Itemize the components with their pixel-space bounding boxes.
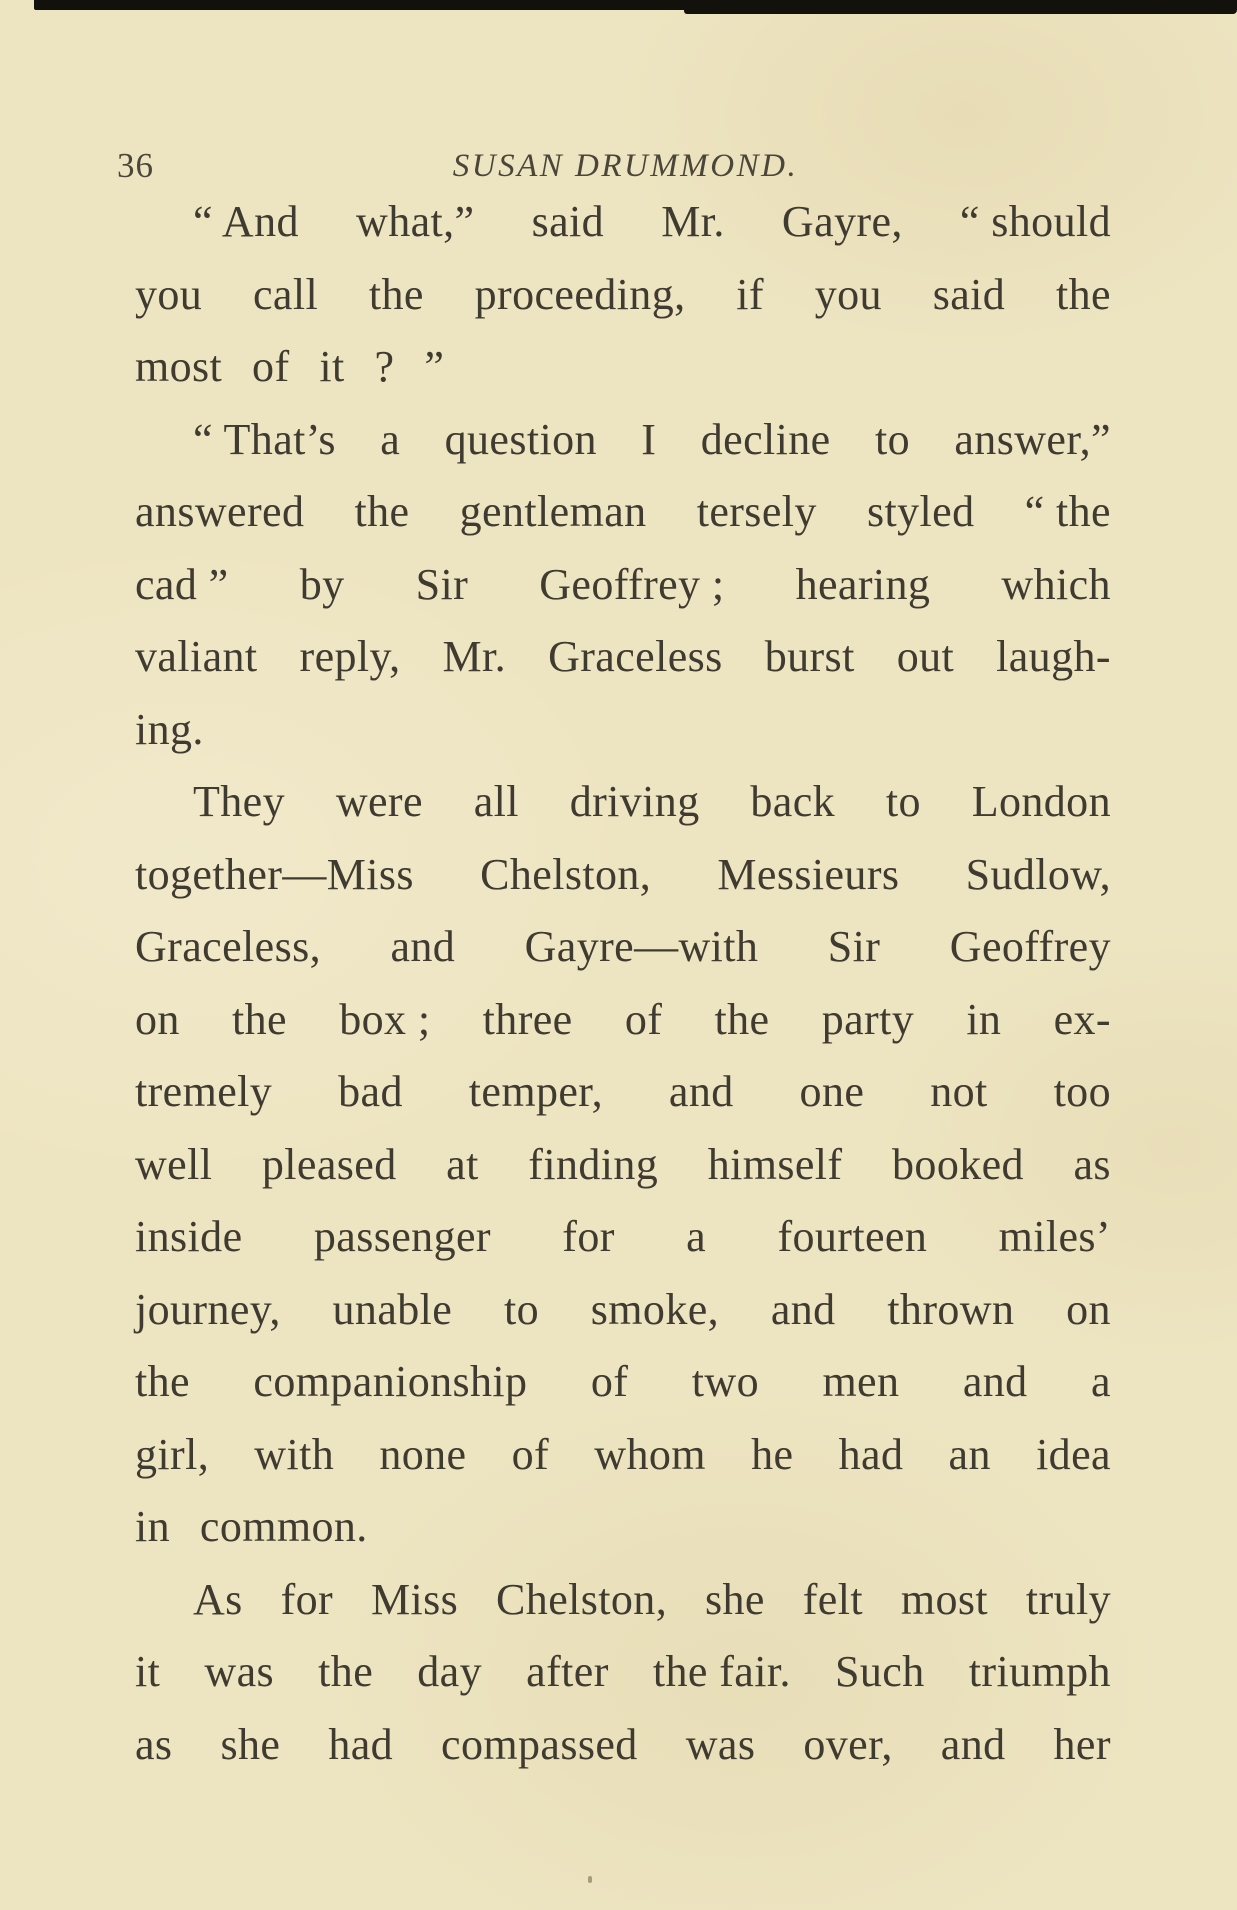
- word: answer,”: [954, 414, 1111, 464]
- word: proceeding,: [474, 269, 686, 319]
- word: of: [590, 1357, 629, 1406]
- word: cad ”: [135, 559, 229, 609]
- text-line: [135, 1201, 1111, 1274]
- word: felt: [802, 1574, 863, 1624]
- word: he: [751, 1429, 794, 1479]
- word: she: [704, 1574, 765, 1624]
- word: two: [691, 1357, 759, 1406]
- word: of: [511, 1429, 550, 1479]
- word: reply,: [299, 632, 401, 681]
- text-line: [135, 1274, 1111, 1347]
- word: well: [135, 1139, 213, 1189]
- word: They: [193, 777, 286, 826]
- word: the: [368, 269, 424, 319]
- word: as: [135, 1719, 173, 1769]
- word: box ;: [339, 994, 431, 1044]
- word: had: [328, 1719, 394, 1769]
- word: burst: [764, 632, 855, 681]
- word: together—Miss: [135, 849, 414, 899]
- word: were: [335, 777, 423, 826]
- word: truly: [1025, 1574, 1111, 1624]
- word: Miss: [370, 1574, 459, 1624]
- page-number: 36: [117, 146, 154, 185]
- text-line: [135, 766, 1111, 839]
- word: the: [232, 994, 287, 1044]
- word: with: [254, 1429, 335, 1479]
- word: by: [299, 559, 345, 609]
- word: a: [380, 414, 401, 464]
- word: “ And: [193, 197, 299, 246]
- word: was: [204, 1647, 275, 1696]
- word: call: [252, 269, 319, 319]
- text-line: [135, 549, 1111, 622]
- running-header: [0, 146, 1237, 186]
- word: Such: [835, 1647, 925, 1696]
- running-title: SUSAN DRUMMOND.: [452, 148, 799, 184]
- word: a: [1091, 1357, 1111, 1406]
- word: on: [1066, 1284, 1111, 1334]
- word: said: [932, 269, 1006, 319]
- text-line: [135, 1636, 1111, 1709]
- word: London: [971, 777, 1111, 826]
- word: himself: [707, 1139, 843, 1189]
- text-line: [135, 1564, 1111, 1637]
- word: three: [482, 994, 573, 1044]
- word: to: [874, 414, 910, 464]
- word: passenger: [313, 1212, 491, 1261]
- word: booked: [892, 1139, 1024, 1189]
- word: gentleman: [459, 487, 647, 536]
- word: what,”: [356, 197, 475, 246]
- word: day: [417, 1647, 483, 1696]
- paper-speck: [588, 1876, 592, 1883]
- word: said: [531, 197, 605, 246]
- word: and: [390, 922, 456, 971]
- word: Sir: [415, 559, 469, 609]
- word: her: [1053, 1719, 1111, 1769]
- word: men: [822, 1357, 900, 1406]
- word: finding: [528, 1139, 659, 1189]
- word: miles’: [998, 1212, 1111, 1261]
- word: after: [526, 1647, 609, 1696]
- word: out: [896, 632, 955, 681]
- word: idea: [1036, 1429, 1111, 1479]
- word: valiant: [135, 632, 258, 681]
- word: as: [1073, 1139, 1111, 1189]
- word: styled: [866, 487, 975, 536]
- word: Geoffrey ;: [539, 559, 725, 609]
- word: most: [900, 1574, 989, 1624]
- word: whom: [594, 1429, 706, 1479]
- word: the: [354, 487, 410, 536]
- word: girl,: [135, 1429, 210, 1479]
- word: and: [668, 1067, 734, 1116]
- text-line: [135, 1419, 1111, 1492]
- word: bad: [338, 1067, 403, 1116]
- word: As: [193, 1574, 243, 1624]
- word: companionship: [253, 1357, 528, 1406]
- word: and: [940, 1719, 1006, 1769]
- word: decline: [700, 414, 831, 464]
- text-line: [135, 1709, 1111, 1782]
- word: party: [821, 994, 915, 1044]
- text-line: [135, 259, 1111, 332]
- word: you: [814, 269, 882, 319]
- scan-edge-artifact: [34, 0, 1237, 10]
- word: you: [135, 269, 203, 319]
- word: the: [135, 1357, 190, 1406]
- word: back: [750, 777, 836, 826]
- word: Sir: [827, 922, 881, 971]
- word: Graceless,: [135, 922, 322, 971]
- word: Geoffrey: [949, 922, 1111, 971]
- word: and: [962, 1357, 1028, 1406]
- word: the fair.: [652, 1647, 791, 1696]
- word: was: [685, 1719, 756, 1769]
- word: I: [641, 414, 657, 464]
- word: too: [1053, 1067, 1111, 1116]
- word: if: [736, 269, 764, 319]
- word: Gayre—with: [524, 922, 759, 971]
- text-line: in common.: [135, 1502, 368, 1551]
- word: one: [799, 1067, 865, 1116]
- word: hearing: [795, 559, 931, 609]
- word: she: [220, 1719, 281, 1769]
- word: for: [280, 1574, 334, 1624]
- word: triumph: [968, 1647, 1111, 1696]
- word: had: [838, 1429, 904, 1479]
- text-line: [135, 984, 1111, 1057]
- word: fourteen: [777, 1212, 928, 1261]
- word: pleased: [261, 1139, 397, 1189]
- word: Mr.: [442, 632, 507, 681]
- text-line: ing.: [135, 704, 204, 754]
- word: temper,: [468, 1067, 603, 1116]
- word: for: [562, 1212, 615, 1261]
- word: on: [135, 994, 180, 1044]
- text-line: [135, 621, 1111, 694]
- word: and: [770, 1284, 836, 1334]
- word: Graceless: [548, 632, 723, 681]
- word: inside: [135, 1212, 243, 1261]
- text-line: [135, 911, 1111, 984]
- word: all: [473, 777, 519, 826]
- text-line: [135, 839, 1111, 912]
- word: a: [686, 1212, 707, 1261]
- word: “ the: [1024, 487, 1111, 536]
- word: tersely: [696, 487, 817, 536]
- word: Sudlow,: [965, 849, 1111, 899]
- text-line: [135, 1129, 1111, 1202]
- text-line: [135, 476, 1111, 549]
- word: journey,: [135, 1284, 281, 1334]
- word: tremely: [135, 1067, 273, 1116]
- word: question: [444, 414, 597, 464]
- word: not: [930, 1067, 988, 1116]
- word: unable: [332, 1284, 453, 1334]
- word: Mr.: [661, 197, 725, 246]
- word: Gayre,: [781, 197, 903, 246]
- text-line: [135, 186, 1111, 259]
- word: to: [503, 1284, 539, 1334]
- word: smoke,: [590, 1284, 720, 1334]
- word: laugh-: [996, 632, 1111, 681]
- word: which: [1001, 559, 1111, 609]
- word: thrown: [887, 1284, 1015, 1334]
- word: Chelston,: [480, 849, 652, 899]
- word: answered: [135, 487, 305, 536]
- word: the: [714, 994, 770, 1044]
- word: the: [318, 1647, 374, 1696]
- word: over,: [803, 1719, 893, 1769]
- word: “ That’s: [193, 414, 336, 464]
- word: an: [948, 1429, 991, 1479]
- word: none: [379, 1429, 467, 1479]
- word: to: [885, 777, 921, 826]
- word: driving: [569, 777, 700, 826]
- text-line: most of it ? ”: [135, 342, 445, 391]
- word: compassed: [441, 1719, 638, 1769]
- word: Messieurs: [717, 849, 900, 899]
- word: it: [135, 1647, 161, 1696]
- word: in: [966, 994, 1002, 1044]
- word: Chelston,: [496, 1574, 668, 1624]
- word: ex-: [1053, 994, 1111, 1044]
- text-line: [135, 1056, 1111, 1129]
- word: “ should: [959, 197, 1111, 246]
- word: of: [624, 994, 663, 1044]
- word: at: [446, 1139, 479, 1189]
- text-line: [135, 1346, 1111, 1419]
- text-block: [135, 186, 1111, 1781]
- text-line: [135, 404, 1111, 477]
- word: the: [1056, 269, 1111, 319]
